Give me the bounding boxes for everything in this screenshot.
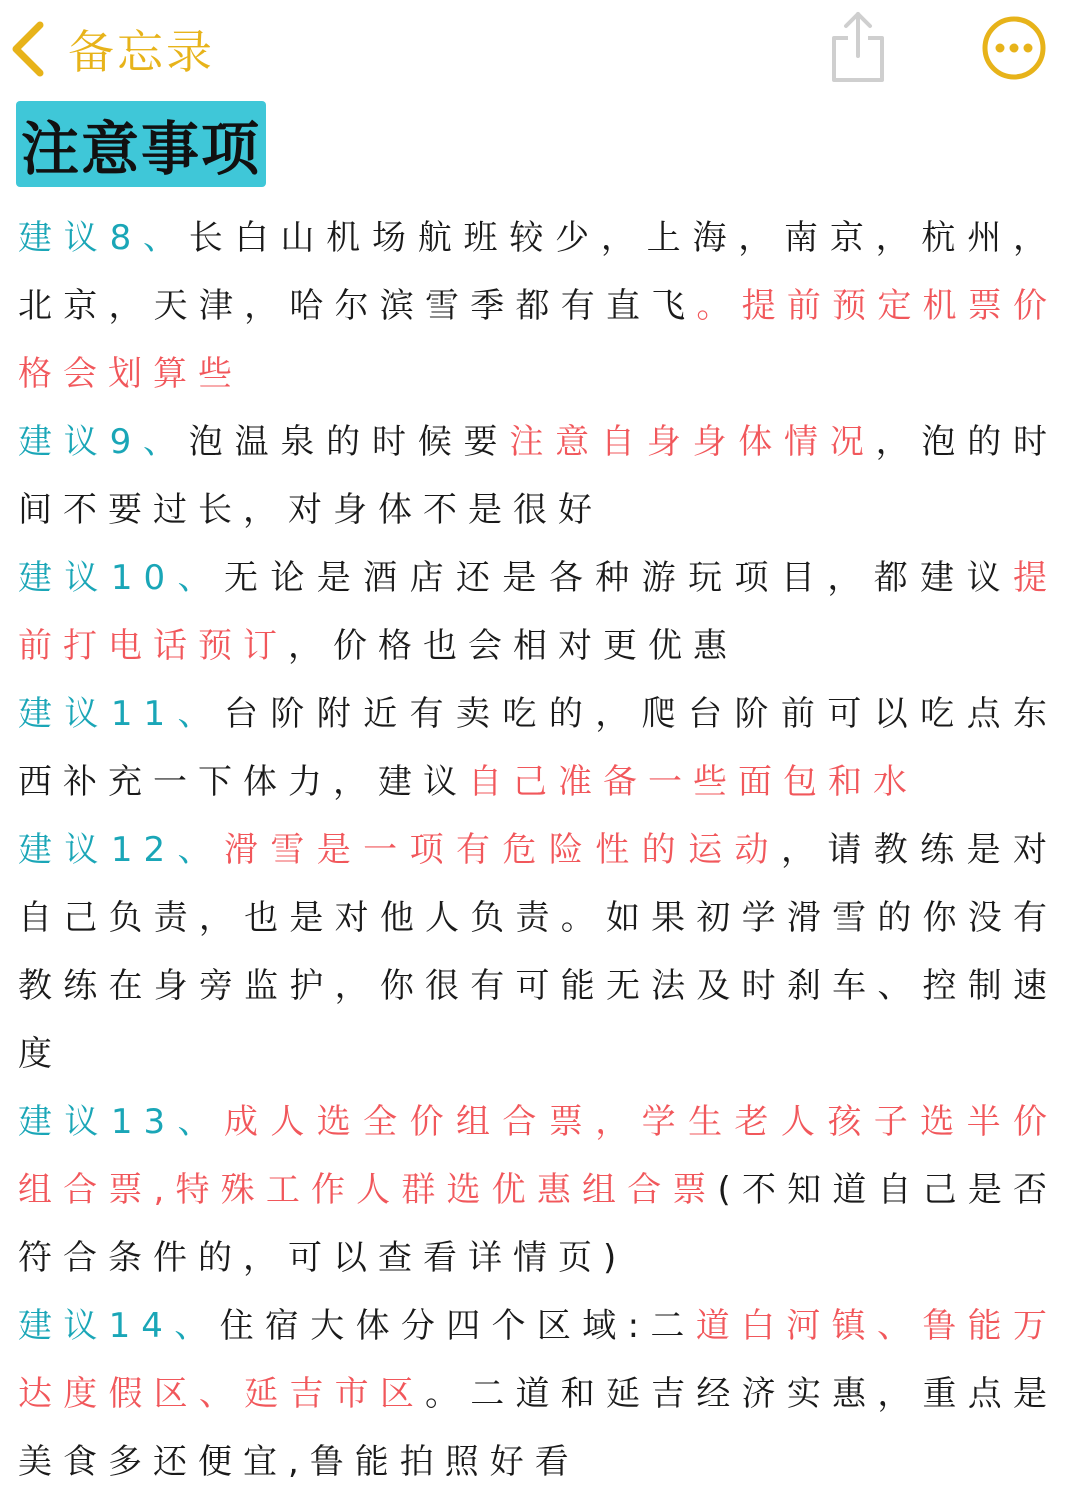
tip-paragraph [18, 408, 1058, 544]
tip-label: 建议10、 [18, 558, 224, 598]
tip-text: 台阶附近有卖吃的，爬台阶前可以吃点东西补充一下体力，建议 [18, 694, 1059, 802]
tip-highlight: 道白河镇、鲁能万达度假区、延吉市区 [18, 1306, 1058, 1414]
tip-highlight: 。提前预定机票价格会划算些 [18, 286, 1059, 394]
tip-paragraph [18, 1088, 1058, 1292]
share-button[interactable] [826, 8, 890, 84]
tip-text: 泡温泉的时候要 [188, 422, 510, 462]
back-button[interactable] [8, 14, 215, 84]
tip-label: 建议11、 [18, 694, 224, 734]
more-icon [980, 67, 1048, 86]
tip-text: 住宿大体分四个区域:二 [219, 1306, 696, 1346]
tip-label: 建议9、 [18, 422, 189, 462]
tip-text: 无论是酒店还是各种游玩项目，都建议 [223, 558, 1014, 598]
back-label: 备忘录 [68, 25, 215, 79]
page-title: 注意事项 [20, 115, 261, 183]
more-button[interactable] [980, 14, 1048, 82]
tip-label: 建议8、 [18, 218, 189, 258]
tip-highlight: 成人选全价组合票，学生老人孩子选半价组合票,特殊工作人群选优惠组合票 [18, 1102, 1059, 1210]
chevron-left-icon [8, 19, 48, 79]
tip-highlight: 提前打电话预订 [18, 558, 1059, 666]
tip-paragraph [18, 816, 1058, 1088]
tip-text: ，价格也会相对更优惠 [288, 626, 738, 666]
tip-highlight: 注意自身身体情况 [509, 422, 876, 462]
tip-label: 建议14、 [18, 1306, 220, 1346]
tip-paragraph [18, 680, 1058, 816]
note-content [18, 204, 1058, 1496]
tip-paragraph [18, 204, 1058, 408]
tip-label: 建议13、 [18, 1102, 224, 1142]
tip-label: 建议12、 [18, 830, 224, 870]
tip-text: 长白山机场航班较少，上海，南京，杭州，北京，天津，哈尔滨雪季都有直飞 [18, 218, 1058, 326]
title-badge [16, 101, 266, 187]
tip-paragraph [18, 1292, 1058, 1496]
tip-text: ，泡的时间不要过长，对身体不是很好 [18, 422, 1059, 530]
tip-text: (不知道自己是否符合条件的，可以查看详情页) [18, 1170, 1059, 1278]
tip-text: 。二道和延吉经济实惠，重点是美食多还便宜,鲁能拍照好看 [18, 1374, 1059, 1482]
tip-paragraph [18, 544, 1058, 680]
tip-highlight: 自己准备一些面包和水 [468, 762, 918, 802]
share-icon [826, 69, 890, 88]
tip-text: ，请教练是对自己负责，也是对他人负责。如果初学滑雪的你没有教练在身旁监护，你很有可能无法及时刹车、控制速度 [18, 830, 1059, 1074]
navigation-bar [0, 0, 1080, 100]
tip-highlight: 滑雪是一项有危险性的运动 [223, 830, 781, 870]
